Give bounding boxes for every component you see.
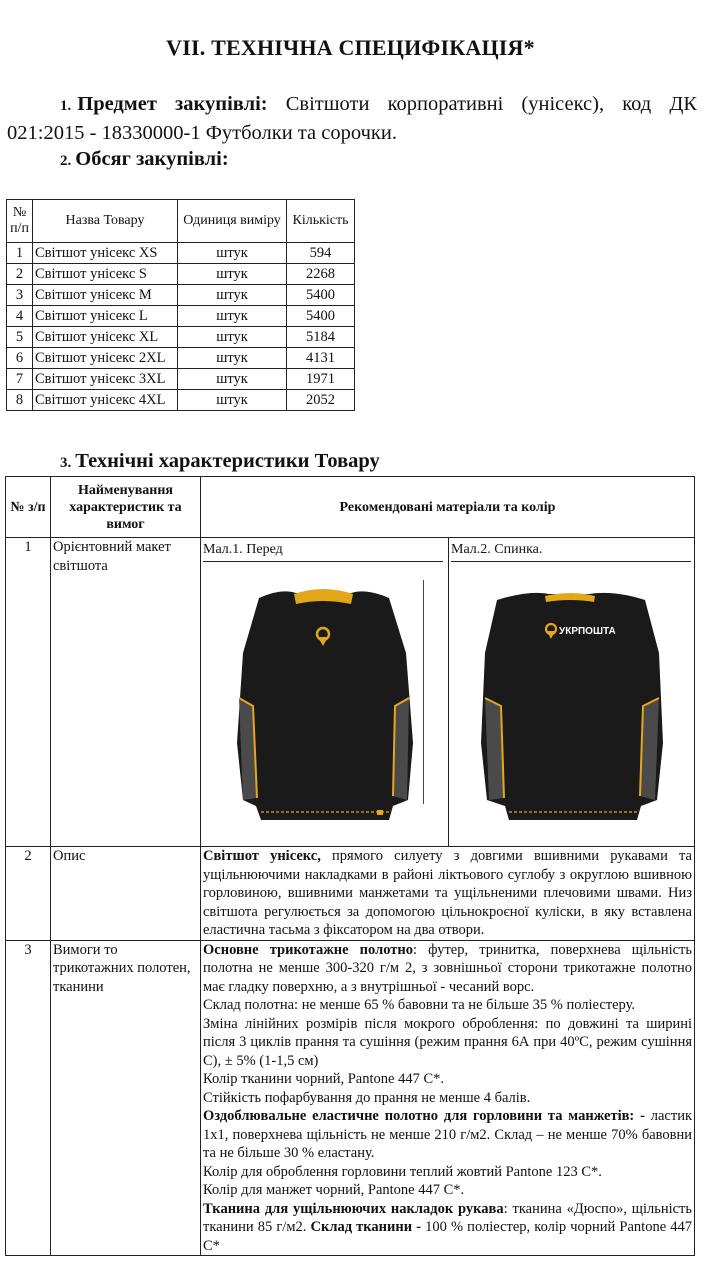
table-row	[6, 847, 695, 941]
requirement-title: Основне трикотажне полотно	[203, 941, 413, 958]
section-technical-characteristics	[60, 450, 380, 473]
row-description	[201, 847, 695, 941]
cell-number: 5	[7, 327, 33, 348]
col-header-unit: Одиниця виміру	[178, 200, 287, 243]
col-header-quantity: Кількість	[287, 200, 355, 243]
page-edge	[0, 1270, 701, 1280]
specification-table	[5, 476, 695, 1256]
requirement-title: Тканина для ущільнюючих накладок рукава	[203, 1200, 504, 1217]
section-label: Технічні характеристики Товару	[75, 450, 380, 472]
requirement-title: Оздоблювальне еластичне полотно для горловини та манжетів: -	[203, 1108, 645, 1124]
requirement-title: Склад тканини -	[310, 1219, 422, 1235]
cell-unit: штук	[178, 306, 287, 327]
requirement-paragraph: Колір для манжет чорний, Pantone 447 C*.	[203, 1182, 465, 1198]
cell-number: 7	[7, 369, 33, 390]
figure-caption: Мал.1. Перед	[203, 541, 443, 562]
cell-quantity: 5184	[287, 327, 355, 348]
row-name: Опис	[51, 847, 201, 941]
cell-unit: штук	[178, 264, 287, 285]
requirement-paragraph: Склад полотна: не менше 65 % бавовни та не більше 35 % поліестеру.	[203, 997, 636, 1013]
cell-quantity: 5400	[287, 306, 355, 327]
cell-unit: штук	[178, 285, 287, 306]
table-row	[7, 390, 355, 411]
cell-name: Світшот унісекс 3XL	[33, 369, 178, 390]
col-header-number: № п/п	[7, 200, 33, 243]
cell-unit: штук	[178, 327, 287, 348]
requirement-paragraph	[203, 1200, 692, 1256]
table-row	[7, 285, 355, 306]
cell-name: Світшот унісекс XL	[33, 327, 178, 348]
requirement-paragraph: Стійкість пофарбування до прання не менше 4 балів.	[203, 1089, 531, 1106]
table-row	[7, 369, 355, 390]
cell-unit: штук	[178, 369, 287, 390]
table-row	[6, 940, 695, 1256]
section-procurement-volume	[60, 148, 229, 171]
section-number: 2.	[60, 153, 72, 169]
row-number: 1	[6, 538, 51, 847]
cell-unit: штук	[178, 390, 287, 411]
table-row	[6, 538, 695, 847]
cell-number: 2	[7, 264, 33, 285]
requirement-text: : футер, тринитка, поверхнева щільність полотна не менше 300-320 г/м 2, з зовнішньої сторони трикотажне полотно має гладку поверхню, а з внутрішньої - чесаний ворс.	[203, 941, 692, 995]
requirement-text: ластик 1х1, поверхнева щільність не менше 210 г/м2. Склад – не менше 70% бавовни та не більше 30 % еластану.	[203, 1108, 693, 1161]
description-text: прямого силуету з довгими вшивними рукавами та ущільнюючими накладками в районі ліктьового суглобу з округлою вшивною горловиною, вшивними манжетами та ущільненими плечовими швами. Низ світшота регулюється за допомогою цільнокроєної куліски, в яку вставлена еластична тасьма з фіксатором на два отвори.	[203, 848, 692, 938]
section-label: Обсяг закупівлі:	[75, 148, 229, 170]
cell-name: Світшот унісекс L	[33, 306, 178, 327]
cell-quantity: 594	[287, 243, 355, 264]
table-row	[7, 264, 355, 285]
cell-name: Світшот унісекс 2XL	[33, 348, 178, 369]
cell-quantity: 5400	[287, 285, 355, 306]
col-header-number: № з/п	[6, 477, 51, 538]
table-row	[7, 327, 355, 348]
cell-quantity: 2268	[287, 264, 355, 285]
cell-quantity: 2052	[287, 390, 355, 411]
section-label: Предмет закупівлі:	[77, 93, 268, 115]
sweatshirt-back-image	[449, 538, 694, 846]
row-name: Вимоги то трикотажних полотен, тканини	[51, 940, 201, 1256]
table-row	[7, 348, 355, 369]
figure-caption: Мал.2. Спинка.	[451, 541, 691, 562]
document-title: VII. ТЕХНІЧНА СПЕЦИФІКАЦІЯ*	[166, 35, 535, 60]
row-number: 3	[6, 940, 51, 1256]
cell-unit: штук	[178, 243, 287, 264]
mockup-cell	[201, 538, 695, 847]
cell-quantity: 1971	[287, 369, 355, 390]
col-header-name: Назва Товару	[33, 200, 178, 243]
table-row	[7, 243, 355, 264]
section-number: 1.	[60, 98, 72, 114]
row-fabric-requirements	[201, 940, 695, 1256]
section-procurement-subject	[7, 91, 697, 147]
cell-number: 3	[7, 285, 33, 306]
cell-name: Світшот унісекс S	[33, 264, 178, 285]
requirement-paragraph: Зміна лінійних розмірів після мокрого оброблення: по довжині та ширині після 3 циклів прання та сушіння (режим прання 6А при 40ºС, режим сушіння С), ± 5% (1-1,5 см)	[203, 1015, 692, 1069]
cell-number: 4	[7, 306, 33, 327]
figure-back	[449, 538, 694, 846]
requirement-text: 100 % поліестер, колір чорний Pantone 447 C*	[203, 1219, 692, 1254]
cell-number: 1	[7, 243, 33, 264]
requirement-text: : тканина «Дюспо», щільність тканини 85 г/м2.	[203, 1200, 692, 1235]
requirement-paragraph: Колір тканини чорний, Pantone 447 C*.	[203, 1071, 444, 1087]
requirement-paragraph: Колір для оброблення горловини теплий жовтий Pantone 123 C*.	[203, 1163, 602, 1180]
table-row	[7, 306, 355, 327]
cell-unit: штук	[178, 348, 287, 369]
col-header-materials: Рекомендовані матеріали та колір	[201, 477, 695, 538]
table-header-row	[7, 200, 355, 243]
logo-text: УКРПОШТА	[559, 626, 616, 637]
cell-number: 8	[7, 390, 33, 411]
section-text: Світшоти корпоративні (унісекс), код ДК 021:2015 - 18330000-1 Футболки та сорочки.	[7, 93, 697, 144]
quantity-table	[6, 199, 355, 411]
requirement-paragraph	[203, 941, 692, 997]
row-number: 2	[6, 847, 51, 941]
section-number: 3.	[60, 455, 72, 471]
sweatshirt-front-image	[201, 538, 448, 846]
cell-number: 6	[7, 348, 33, 369]
row-name: Орієнтовний макет світшота	[51, 538, 201, 847]
requirement-paragraph	[203, 1107, 692, 1163]
figure-front	[201, 538, 449, 846]
cell-name: Світшот унісекс XS	[33, 243, 178, 264]
col-header-characteristic: Найменування характеристик та вимог	[51, 477, 201, 538]
table-header-row	[6, 477, 695, 538]
description-lead: Світшот унісекс,	[203, 848, 321, 864]
cell-name: Світшот унісекс 4XL	[33, 390, 178, 411]
cell-name: Світшот унісекс M	[33, 285, 178, 306]
cell-quantity: 4131	[287, 348, 355, 369]
